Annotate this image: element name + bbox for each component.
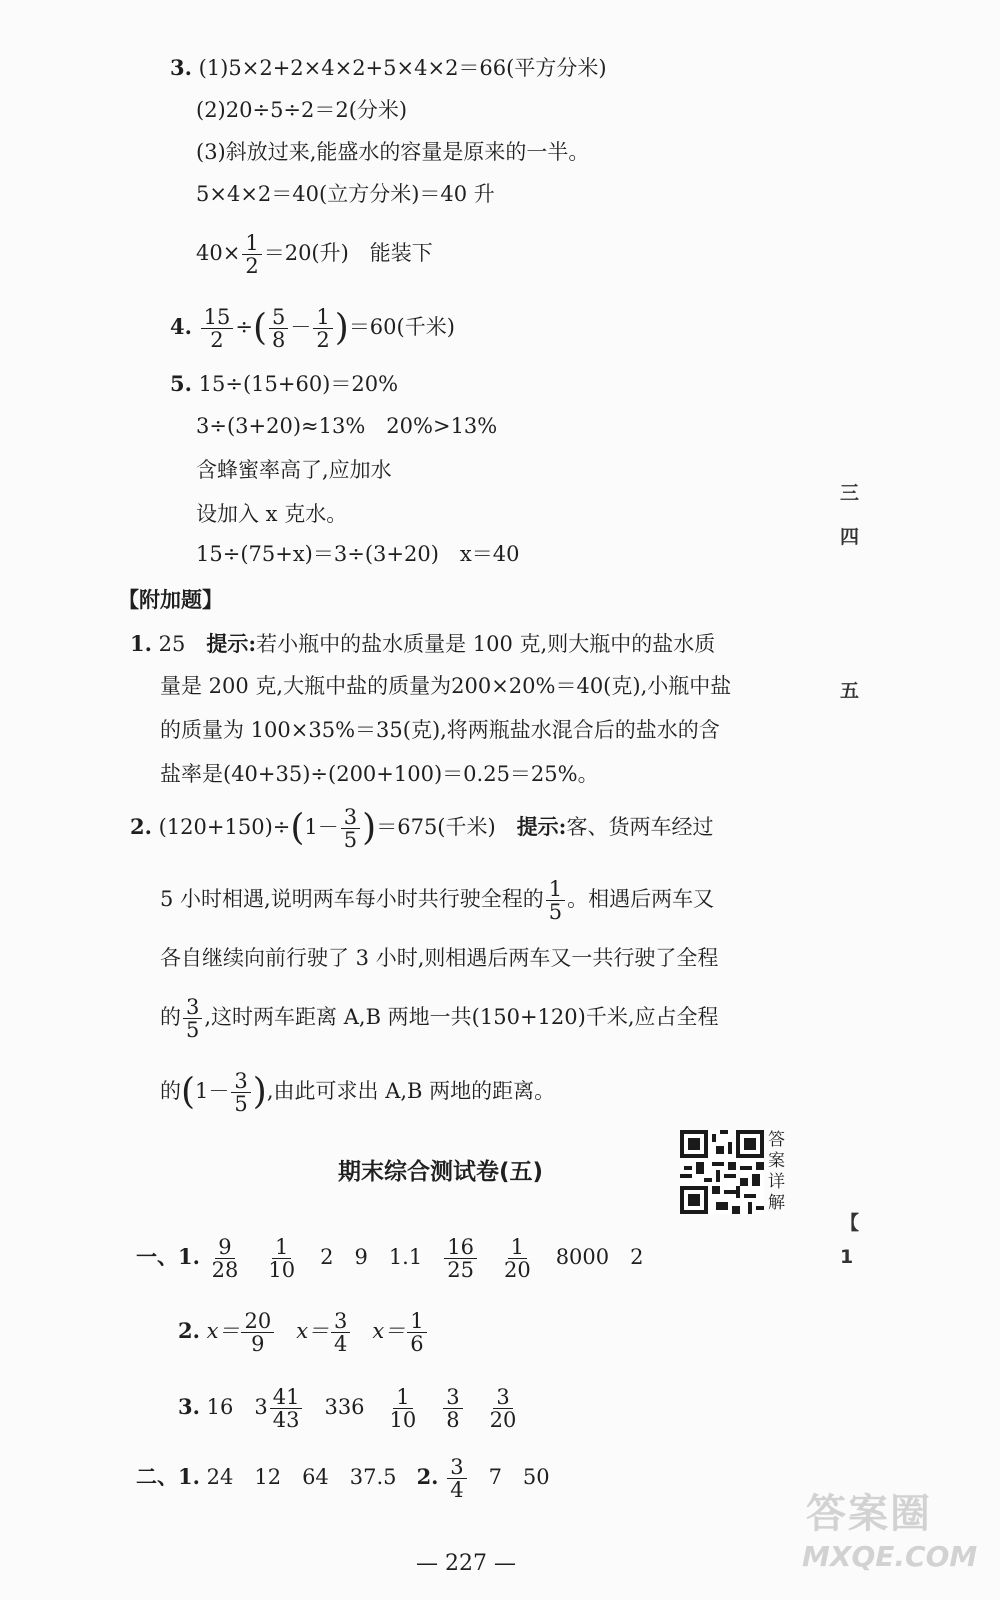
test-s1-line <box>136 1228 644 1286</box>
fraction-numerator: 1 <box>393 1386 412 1409</box>
q3-number: 3. <box>170 55 192 80</box>
fraction-denominator: 6 <box>410 1332 424 1356</box>
extra-a2-l5-post: ,由此可求出 A,B 两地的距离。 <box>266 1079 556 1103</box>
fraction-numerator: 1 <box>546 878 565 901</box>
x-equals: x＝ <box>372 1319 406 1343</box>
q4-post: ＝60(千米) <box>348 315 455 339</box>
q5-line-3: 含蜂蜜率高了,应加水 <box>196 458 392 482</box>
fraction-denominator: 2 <box>316 328 330 352</box>
fraction <box>501 1236 534 1281</box>
extra-a1-answer: 25 <box>158 632 207 656</box>
q5-l1: 15÷(15+60)＝20% <box>198 372 399 396</box>
fraction <box>241 1310 274 1355</box>
test-s1-end: 8000 2 <box>555 1245 644 1269</box>
test-s3-line <box>178 1378 521 1436</box>
extra-a2-post: ＝675(千米) <box>376 815 517 839</box>
fraction-numerator: 9 <box>215 1236 234 1259</box>
q5-number: 5. <box>170 371 192 396</box>
test-s4-line <box>136 1448 550 1506</box>
edge-fragment: 1 <box>840 1246 854 1268</box>
extra-a2-line-4 <box>160 990 719 1044</box>
q4-minus: － <box>290 315 312 339</box>
fraction-numerator: 15 <box>201 306 234 329</box>
test-s4-a: 24 12 64 37.5 <box>206 1465 397 1489</box>
edge-fragment: 【 <box>840 1212 860 1234</box>
fraction <box>444 1236 477 1281</box>
fraction <box>487 1386 520 1431</box>
fraction-denominator: 20 <box>489 1408 517 1432</box>
page-number: — 227 — <box>416 1551 516 1576</box>
test-s3-a: 16 3 <box>206 1395 268 1419</box>
fraction <box>209 1236 242 1281</box>
watermark-logo: 答案圈 <box>806 1491 932 1537</box>
extra-a2-l4-pre: 的 <box>160 1005 181 1029</box>
watermark-url: MXQE.COM <box>802 1540 978 1573</box>
fraction <box>231 1070 250 1115</box>
extra-a2-hint-text: 客、货两车经过 <box>566 815 714 839</box>
edge-fragment: 五 <box>840 680 860 702</box>
fraction-denominator: 20 <box>503 1258 531 1282</box>
fraction-numerator: 1 <box>508 1236 527 1259</box>
extra-a1-number: 1. <box>130 631 152 656</box>
fraction-denominator: 5 <box>186 1018 200 1042</box>
fraction-denominator: 43 <box>272 1408 300 1432</box>
fraction-numerator: 3 <box>493 1386 512 1409</box>
q5-line-5: 15÷(75+x)＝3÷(3+20) x＝40 <box>196 542 520 566</box>
extra-a1-line-1 <box>130 628 715 660</box>
extra-a2-l2-post: 。相遇后两车又 <box>567 887 715 911</box>
fraction <box>407 1310 426 1355</box>
extra-a2-l5-one: 1－ <box>195 1079 230 1103</box>
fraction-denominator: 8 <box>446 1408 460 1432</box>
extra-a2-line-5 <box>160 1064 555 1118</box>
fraction <box>313 306 332 351</box>
test-s4-label: 二、1. <box>136 1464 200 1489</box>
fraction-numerator: 20 <box>241 1310 274 1333</box>
extra-a2-l4-post: ,这时两车距离 A,B 两地一共(150+120)千米,应占全程 <box>204 1005 719 1029</box>
test-s2-label: 2. <box>178 1318 200 1343</box>
fraction-numerator: 16 <box>444 1236 477 1259</box>
test-title: 期末综合测试卷(五) <box>338 1159 544 1185</box>
close-paren: ) <box>334 307 349 349</box>
fraction-numerator: 41 <box>270 1386 303 1409</box>
test-s1-mid: 2 9 1.1 <box>320 1245 423 1269</box>
test-s2-line <box>178 1302 429 1360</box>
qr-label: 答案详解 <box>768 1130 785 1213</box>
fraction <box>270 1386 303 1431</box>
extra-a1-line-3: 的质量为 100×35%＝35(克),将两瓶盐水混合后的盐水的含 <box>160 718 720 742</box>
fraction-numerator: 1 <box>313 306 332 329</box>
fraction-denominator: 10 <box>268 1258 296 1282</box>
extra-a2-number: 2. <box>130 814 152 839</box>
fraction-numerator: 1 <box>242 232 261 255</box>
q5-line-2: 3÷(3+20)≈13% 20%>13% <box>196 414 498 438</box>
fraction-numerator: 3 <box>183 996 202 1019</box>
open-paren: ( <box>181 1071 196 1113</box>
fraction-denominator: 5 <box>548 900 563 924</box>
fraction-denominator: 10 <box>389 1408 417 1432</box>
fraction-numerator: 3 <box>341 806 360 829</box>
open-paren: ( <box>290 807 305 849</box>
fraction <box>265 1236 298 1281</box>
q4-number: 4. <box>170 314 192 339</box>
fraction <box>546 878 565 923</box>
close-paren: ) <box>252 1071 267 1113</box>
fraction-denominator: 2 <box>210 328 224 352</box>
fraction <box>331 1310 350 1355</box>
hint-label: 提示: <box>206 631 257 656</box>
fraction <box>341 806 360 851</box>
close-paren: ) <box>362 807 377 849</box>
test-s3-b: 336 <box>324 1395 365 1419</box>
fraction <box>269 306 288 351</box>
extra-a2-l5-pre: 的 <box>160 1079 181 1103</box>
q4-line <box>170 300 455 354</box>
q3-part-5 <box>196 226 433 280</box>
q3-part-3: (3)斜放过来,能盛水的容量是原来的一半。 <box>196 140 590 164</box>
extra-a2-line-3: 各自继续向前行驶了 3 小时,则相遇后两车又一共行驶了全程 <box>160 946 719 970</box>
test-s4-c: 7 50 <box>488 1465 550 1489</box>
hint-label: 提示: <box>516 814 567 839</box>
q4-div: ÷ <box>235 315 253 339</box>
fraction-numerator: 3 <box>331 1310 350 1333</box>
x-equals: x＝ <box>296 1319 330 1343</box>
fraction <box>242 232 261 277</box>
fraction <box>443 1386 462 1431</box>
test-s1-label: 一、1. <box>136 1244 200 1269</box>
extra-a1-line-4: 盐率是(40+35)÷(200+100)＝0.25＝25%。 <box>160 762 599 786</box>
qr-code-icon[interactable] <box>680 1130 764 1214</box>
q3-part-1: (1)5×2+2×4×2+5×4×2＝66(平方分米) <box>198 56 607 80</box>
fraction-numerator: 1 <box>272 1236 291 1259</box>
fraction <box>447 1456 466 1501</box>
fraction <box>387 1386 420 1431</box>
fraction-denominator: 9 <box>251 1332 265 1356</box>
q5-line-4: 设加入 x 克水。 <box>196 502 348 526</box>
fraction-numerator: 3 <box>231 1070 250 1093</box>
test-s4-b-label: 2. <box>416 1464 439 1489</box>
fraction-denominator: 2 <box>245 254 259 278</box>
x-equals: x＝ <box>206 1319 240 1343</box>
extra-a1-line-2: 量是 200 克,大瓶中盐的质量为200×20%＝40(克),小瓶中盐 <box>160 674 732 698</box>
fraction-numerator: 5 <box>269 306 288 329</box>
fraction <box>183 996 202 1041</box>
edge-fragment: 三 <box>840 482 860 504</box>
fraction-numerator: 3 <box>443 1386 462 1409</box>
fraction-denominator: 5 <box>343 828 358 852</box>
q5-line-1 <box>170 370 398 398</box>
fraction-denominator: 4 <box>334 1332 348 1356</box>
extra-title: 【附加题】 <box>118 588 223 612</box>
fraction-denominator: 25 <box>447 1258 474 1282</box>
fraction-numerator: 3 <box>447 1456 466 1479</box>
extra-a2-pre: (120+150)÷ <box>158 815 291 839</box>
fraction-denominator: 8 <box>272 328 286 352</box>
fraction-numerator: 1 <box>407 1310 426 1333</box>
q3-part-2: (2)20÷5÷2＝2(分米) <box>196 98 408 122</box>
open-paren: ( <box>252 307 268 349</box>
edge-fragment: 四 <box>840 526 860 548</box>
fraction-denominator: 5 <box>234 1092 248 1116</box>
extra-a2-one: 1－ <box>304 815 339 839</box>
fraction <box>201 306 234 351</box>
q3-line-1 <box>170 54 607 82</box>
q3-part-4: 5×4×2＝40(立方分米)＝40 升 <box>196 182 495 206</box>
fraction-denominator: 4 <box>450 1478 464 1502</box>
extra-a2-line-2 <box>160 872 714 926</box>
extra-a1-text: 若小瓶中的盐水质量是 100 克,则大瓶中的盐水质 <box>256 632 716 656</box>
extra-a2-l2-pre: 5 小时相遇,说明两车每小时共行驶全程的 <box>160 887 544 911</box>
q3-p5-pre: 40× <box>196 241 241 265</box>
extra-a2-line-1 <box>130 800 713 854</box>
fraction-denominator: 28 <box>211 1258 239 1282</box>
test-s3-label: 3. <box>178 1394 200 1419</box>
q3-p5-post: ＝20(升) 能装下 <box>263 241 433 265</box>
